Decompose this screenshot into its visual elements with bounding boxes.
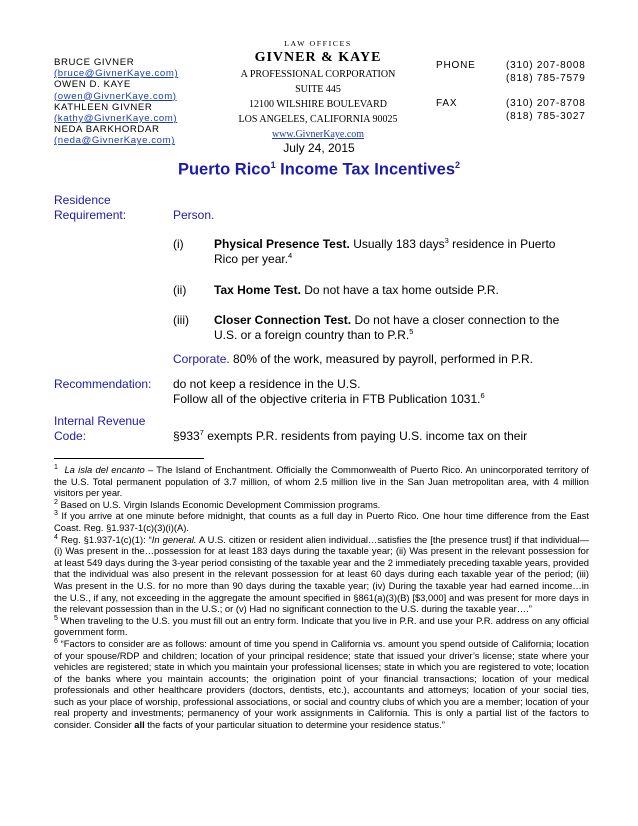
footnote-ref: 3 [444, 236, 449, 245]
fax-label: FAX [436, 98, 458, 109]
physical-presence-test: Physical Presence Test. Usually 183 days$^3$ residence in Puerto Rico per year.$^4$ [214, 236, 556, 266]
closer-connection-test: Closer Connection Test. Do not have a closer connection to the U.S. or a foreign country than to P.R.$^5$ [214, 313, 560, 342]
footnote-divider [54, 458, 204, 459]
corporate-requirement: Corporate. 80% of the work, measured by payroll, performed in P.R. [173, 352, 533, 366]
section-label-recommendation: Recommendation: [54, 377, 152, 391]
footnote-ref: 6 [480, 391, 485, 400]
attorney-name: OWEN D. KAYE [54, 79, 131, 91]
attorney-email-link[interactable]: (kathy@GivnerKaye.com) [54, 113, 178, 125]
footnote-5: $^5$ When traveling to the U.S. you must fill out an entry form. Indicate that you live in P.R. and use your P.R. address on any official government form. [54, 614, 589, 638]
item-number: (ii) [173, 283, 187, 297]
fax-number: (310) 207-8708 [506, 98, 586, 109]
attorney-name: NEDA BARKHORDAR [54, 124, 160, 136]
attorney-email-link[interactable]: (owen@GivnerKaye.com) [54, 90, 177, 102]
phone-number: (818) 785-7579 [506, 73, 586, 84]
firm-website-link[interactable]: www.GivnerKaye.com [271, 129, 365, 140]
firm-street: 12100 WILSHIRE BOULEVARD [249, 99, 387, 110]
footnote-4: $^4$ Reg. §1.937-1(c)(1): “In general. A U.S. citizen or resident alien individual…satisfies the [the presence trust] if that individual— (i) Was present in the…possession for at least 183 days during the taxable year; (ii) Was present in the relevant possession for at least 549 days during the 3-year period consisting of the taxable year and the 2 immediately preceding taxable years, provided that the individual was also present in the relevant possession for at least 60 days during each taxable year of the period; (iii) Was present in the U.S. for no more than 90 days during the taxable year; (iv) During the taxable year had earned income…in the U.S., if any, not exceeding in the aggregate the amount specified in §861(a)(3)(B) [$3,000] and was present for more days in the relevant possession than in the U.S.; or (v) Had no significant connection to the U.S. during the taxable year….” [54, 533, 589, 615]
fax-number: (818) 785-3027 [506, 111, 586, 122]
document-title: Puerto Rico$^1$ Income Tax Incentives$^2$ [177, 160, 461, 179]
attorney-email-link[interactable]: (bruce@GivnerKaye.com) [54, 68, 179, 80]
item-number: (i) [173, 237, 184, 251]
section-label-residence: Residence Requirement: [54, 193, 127, 222]
footnote-ref: 7 [199, 428, 204, 437]
attorney-list [54, 57, 178, 147]
tax-home-test: Tax Home Test. Do not have a tax home outside P.R. [214, 283, 499, 297]
attorney-email-link[interactable]: (neda@GivnerKaye.com) [54, 135, 175, 147]
phone-label: PHONE [436, 60, 476, 71]
section-label-irc: Internal Revenue Code: [54, 414, 146, 443]
firm-letterhead [218, 38, 418, 142]
footnote-3: $^3$ If you arrive at one minute before midnight, that counts as a full day in Puerto Rico. One hour time difference from the East Coast. Reg. §1.937-1(c)(3)(i)(A). [54, 510, 589, 533]
attorney-name: KATHLEEN GIVNER [54, 101, 153, 113]
irc-text: §933$^7$ exempts P.R. residents from paying U.S. income tax on their [173, 428, 528, 443]
firm-suite: SUITE 445 [295, 84, 341, 95]
phone-number: (310) 207-8008 [506, 60, 586, 71]
firm-city: LOS ANGELES, CALIFORNIA 90025 [238, 114, 398, 125]
footnote-ref: 2 [455, 160, 461, 170]
footnote-ref: 5 [409, 327, 414, 336]
footnote-ref: 4 [288, 251, 293, 260]
footnote-2: $^2$ Based on U.S. Virgin Islands Economic Development Commission programs. [54, 498, 381, 510]
footnote-1: $^1$ La isla del encanto – The Island of Enchantment. Officially the Commonwealth of Puerto Rico. An unincorporated territory of the U.S. Total permanent population of 3.7 million, of whom 2.5 million live in the San Juan metropolitan area, with 4 million visitors per year. [54, 463, 589, 499]
footnote-ref: 1 [270, 160, 276, 170]
document-date: July 24, 2015 [283, 141, 355, 155]
item-number: (iii) [173, 313, 189, 327]
attorney-name: BRUCE GIVNER [54, 57, 135, 68]
recommendation-text: do not keep a residence in the U.S. Follow all of the objective criteria in FTB Publication 1031.$^6$ [173, 377, 485, 406]
firm-corporation: A PROFESSIONAL CORPORATION [240, 69, 396, 80]
firm-name: GIVNER & KAYE [254, 50, 382, 65]
law-offices-label: LAW OFFICES [284, 39, 352, 48]
residence-person: Person. [173, 208, 215, 222]
footnote-6: $^6$ “Factors to consider are as follows: amount of time you spend in California vs. amount you spend outside of California; location of your spouse/RDP and children; location of your principal residence; state that issued your driver’s license; state where your vehicles are registered; state in which you maintain your professional licenses; state in which you are registered to vote; location of the banks where you maintain accounts; the origination point of your financial transactions; location of your medical professionals and other healthcare providers (doctors, dentists, etc.), accountants and attorneys; location of your social ties, such as your place of worship, professional associations, or social and country clubs of which you are a member; location of your real property and investments; permanency of your work assignments in California. This is only a partial list of the factors to consider. Consider all the facts of your particular situation to determine your residence status.” [54, 637, 589, 731]
footnotes [54, 464, 589, 731]
